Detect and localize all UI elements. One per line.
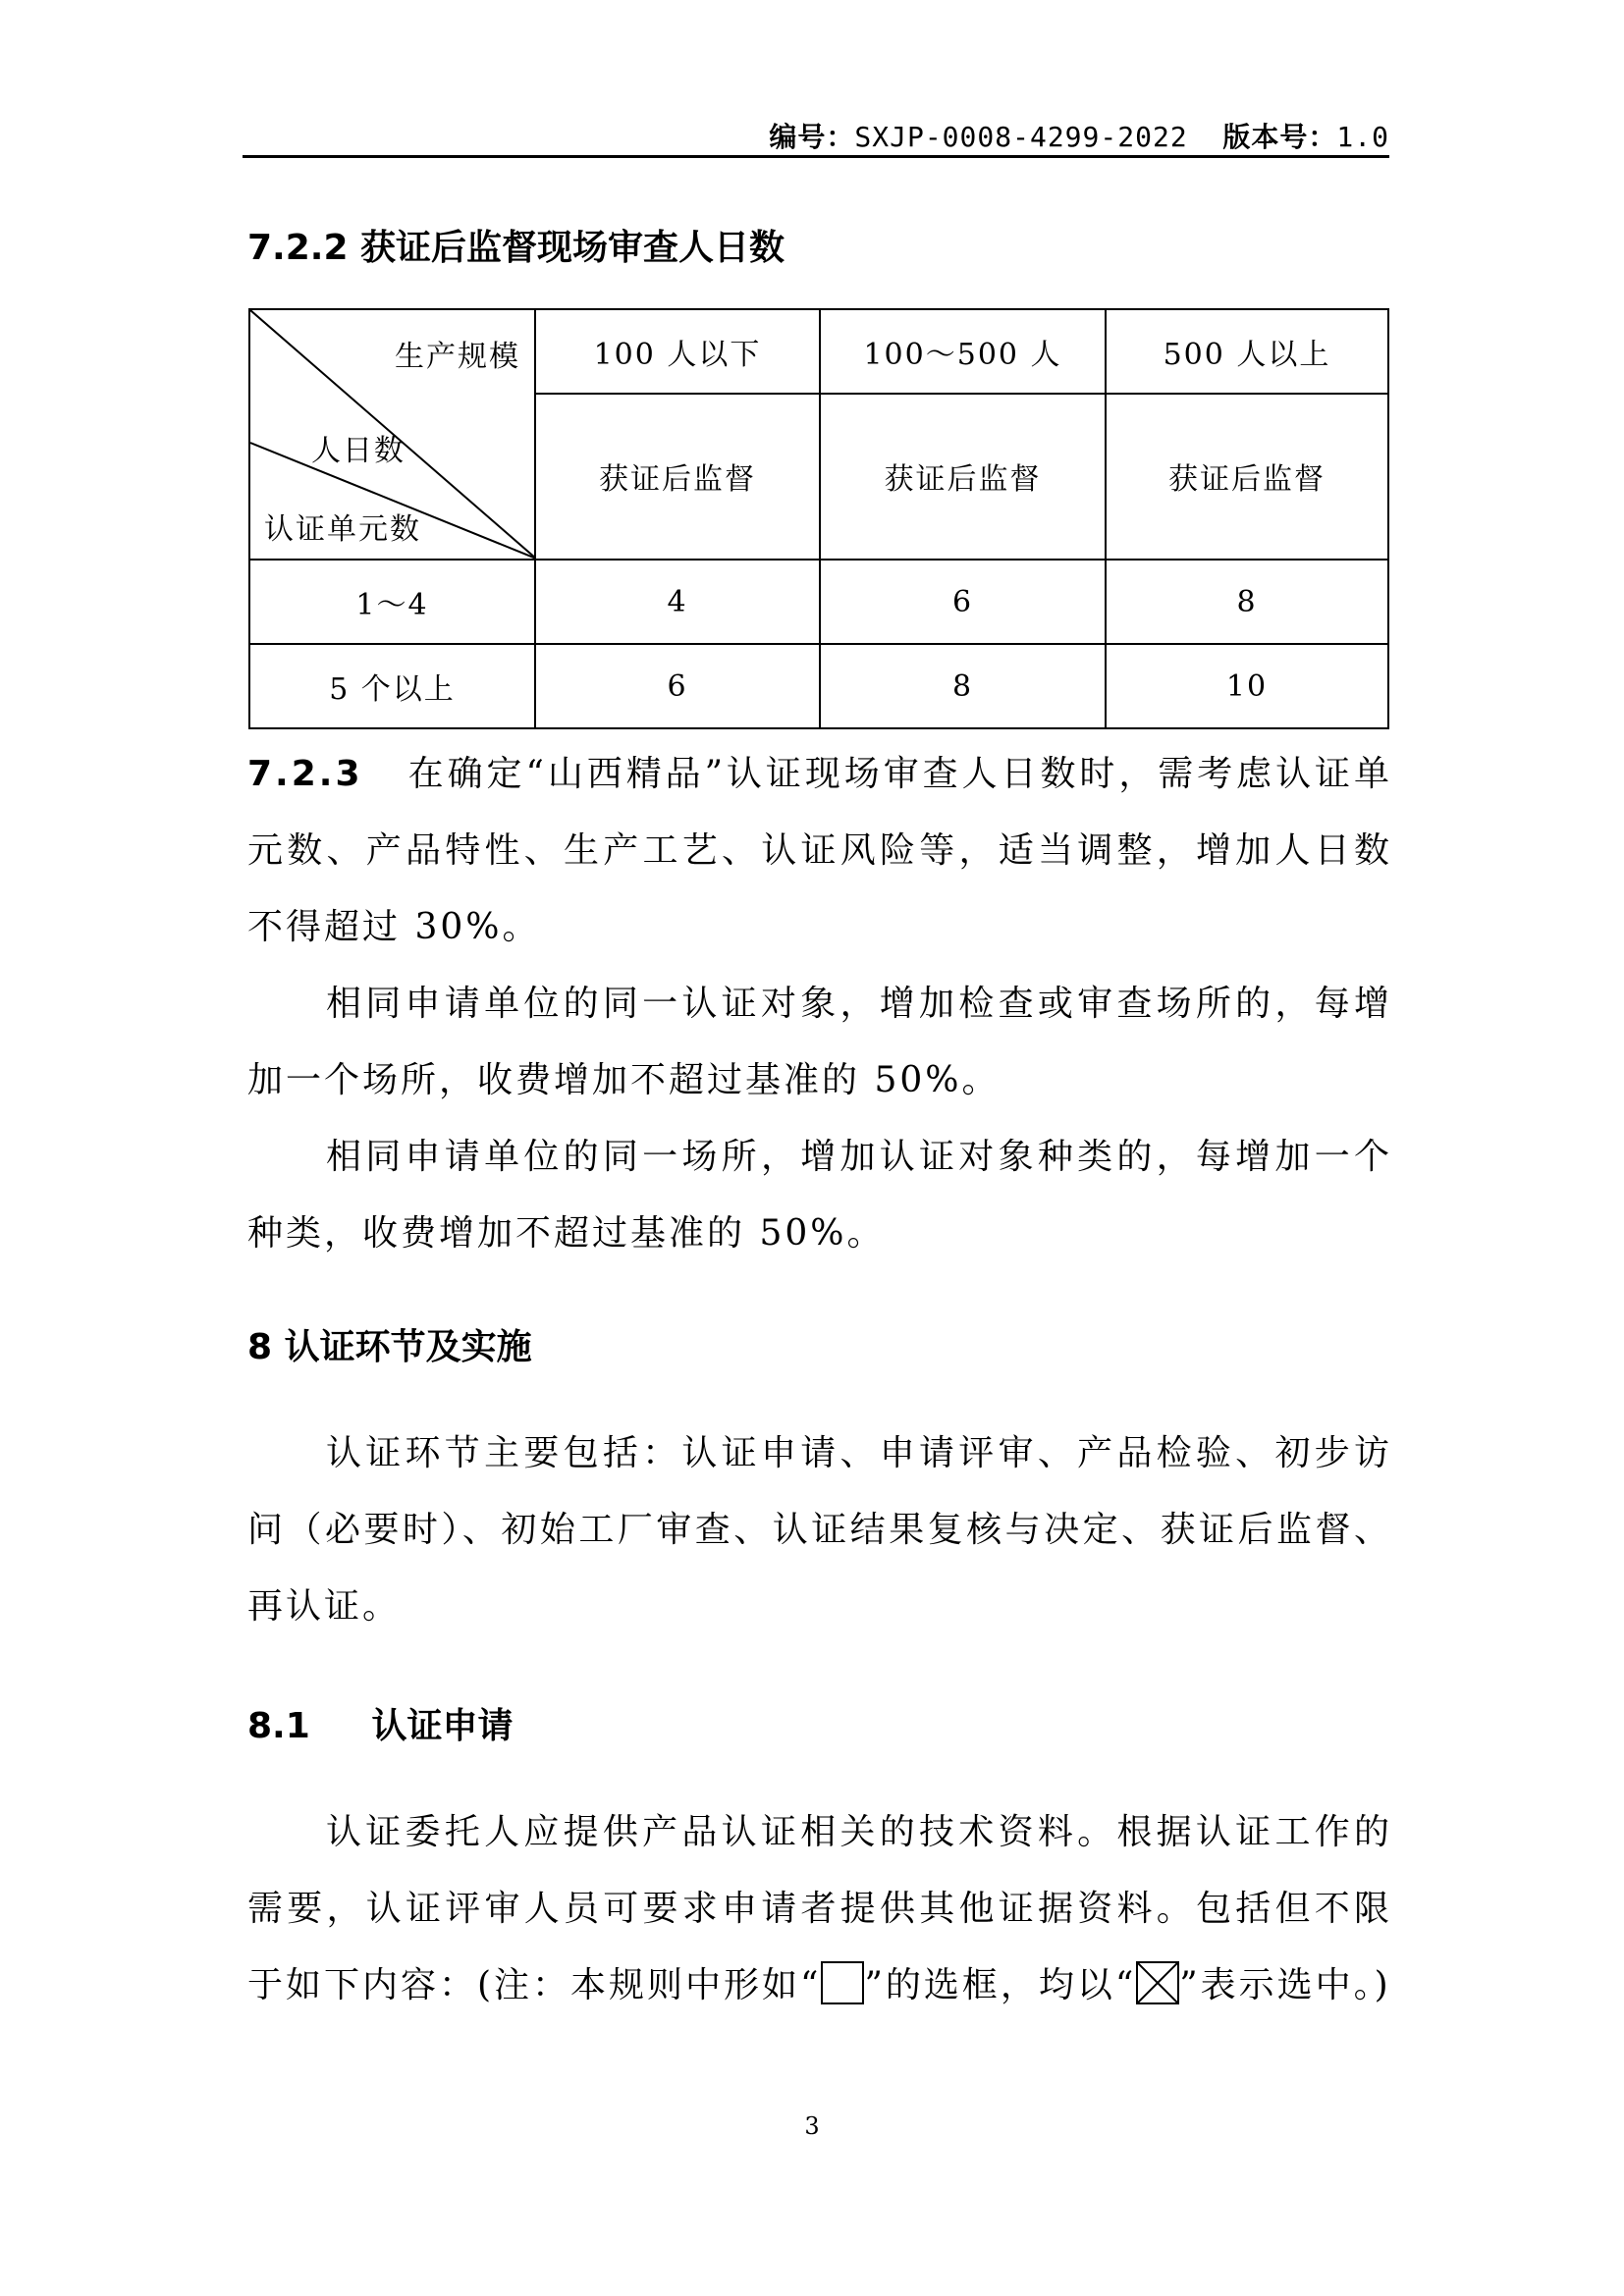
section-723-paragraph xyxy=(247,736,1392,966)
paragraph-extra-site: 相同申请单位的同一认证对象，增加检查或审查场所的，每增加一个场所，收费增加不超过基准的 50%。 xyxy=(247,984,1392,1100)
doc-number: SXJP-0008-4299-2022 xyxy=(854,121,1188,153)
section-81-number: 8.1 xyxy=(247,1706,310,1746)
section-81-paragraph xyxy=(247,1794,1392,2024)
note-part-a: (注：本规则中形如“ xyxy=(477,1965,822,2005)
version-label: 版本号： xyxy=(1222,121,1337,153)
page-header xyxy=(243,116,1389,158)
table-cell: 10 xyxy=(1106,644,1388,728)
table-cell: 4 xyxy=(535,560,820,644)
note-part-c: ”表示选中。) xyxy=(1179,1965,1391,2005)
row-label: 1～4 xyxy=(249,560,535,644)
section-81-heading: 认证申请 xyxy=(371,1706,514,1746)
header-doc-info xyxy=(769,116,1389,155)
sub-header: 获证后监督 xyxy=(535,394,820,560)
table-row xyxy=(249,644,1388,728)
checked-checkbox-sample xyxy=(1136,1961,1179,2004)
table-corner-cell xyxy=(249,309,535,560)
corner-label-units: 认证单元数 xyxy=(264,512,421,547)
page-number: 3 xyxy=(804,2112,820,2140)
section-8-paragraph: 认证环节主要包括：认证申请、申请评审、产品检验、初步访问（必要时）、初始工厂审查、认证结果复核与决定、获证后监督、再认证。 xyxy=(247,1433,1392,1627)
table-row xyxy=(249,560,1388,644)
scale-header: 100～500 人 xyxy=(820,309,1106,394)
table-cell: 8 xyxy=(820,644,1106,728)
audit-days-table xyxy=(248,308,1389,729)
section-8-title: 8 认证环节及实施 xyxy=(247,1327,532,1367)
scale-header: 100 人以下 xyxy=(535,309,820,394)
section-723-text: 在确定“山西精品”认证现场审查人日数时，需考虑认证单元数、产品特性、生产工艺、认证风险等，适当调整，增加人日数不得超过 30%。 xyxy=(247,754,1392,947)
row-label: 5 个以上 xyxy=(249,644,535,728)
corner-label-person-days: 人日数 xyxy=(311,434,406,468)
doc-number-label: 编号： xyxy=(769,121,855,153)
table-cell: 6 xyxy=(535,644,820,728)
table-cell: 6 xyxy=(820,560,1106,644)
corner-label-scale: 生产规模 xyxy=(395,340,520,374)
scale-header: 500 人以上 xyxy=(1106,309,1388,394)
note-part-b: ”的选框，均以“ xyxy=(864,1965,1137,2005)
section-722-title: 7.2.2 获证后监督现场审查人日数 xyxy=(247,228,785,268)
empty-checkbox-sample xyxy=(821,1961,864,2004)
sub-header: 获证后监督 xyxy=(1106,394,1388,560)
section-81-text: 认证委托人应提供产品认证相关的技术资料。根据认证工作的需要，认证评审人员可要求申请者提供其他证据资料。包括但不限于如下内容： xyxy=(247,1812,1392,2005)
table-cell: 8 xyxy=(1106,560,1388,644)
section-81-title xyxy=(247,1698,513,1748)
version-number: 1.0 xyxy=(1336,121,1389,153)
paragraph-extra-category: 相同申请单位的同一场所，增加认证对象种类的，每增加一个种类，收费增加不超过基准的 50%。 xyxy=(247,1137,1392,1254)
sub-header: 获证后监督 xyxy=(820,394,1106,560)
section-723-number: 7.2.3 xyxy=(247,754,363,794)
